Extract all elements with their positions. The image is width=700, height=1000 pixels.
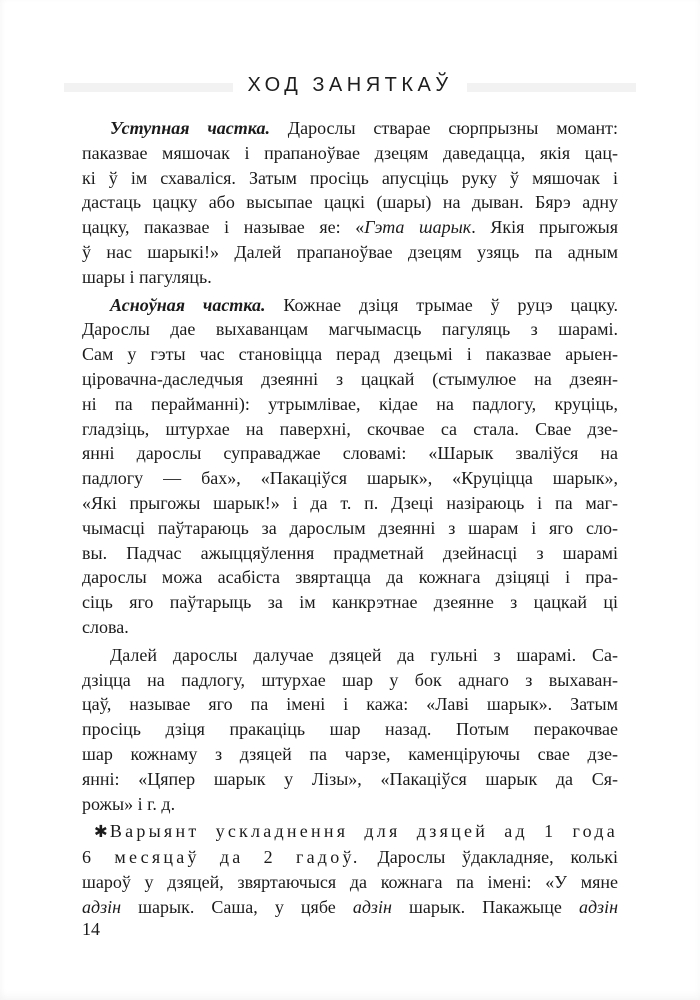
text-segment: дастаць цацку або высыпае цацкі (шары) на дыван. Бярэ адну [82, 192, 618, 213]
text-segment: шарык. Саша, у цябе [121, 896, 353, 917]
text-segment: цаў, называе яго па імені і кажа: «Лаві шарык». Затым [82, 694, 618, 715]
text-segment: адзін [578, 896, 618, 917]
text-segment: ні па перайманні): утрымлівае, кідае на падлогу, круціць, [82, 393, 618, 414]
text-segment: Дарослы стварае сюрпрызны момант: [269, 118, 618, 138]
paragraph [82, 643, 618, 817]
text-line [82, 441, 618, 466]
text-segment: паказвае мяшочак і прапаноўвае дзецям даведацца, якія цац- [82, 142, 618, 163]
running-head [0, 71, 700, 99]
text-segment: Гэта шарык [364, 217, 472, 238]
text-line [82, 215, 618, 240]
text-segment: кі ў ім схаваліся. Затым просіць апусціць руку ў мяшочак і [82, 167, 618, 188]
text-line [82, 541, 618, 566]
text-column [82, 116, 618, 920]
text-segment: Далей дарослы далучае дзяцей да гульні з шарамі. Са- [110, 644, 618, 665]
text-line [82, 590, 618, 615]
text-line [82, 692, 618, 717]
text-line [82, 565, 618, 590]
text-line [82, 491, 618, 516]
text-line [82, 265, 618, 290]
text-segment: шароў у дзяцей, звяртаючыся да кожнага па імені: «У мяне [82, 871, 618, 892]
text-segment: 6 месяцаў да 2 гадоў. [82, 847, 361, 868]
section-lead-in: Асноўная частка. [110, 294, 266, 315]
text-segment: дзіцца на падлогу, штурхае шар у бок аднаго з выхаван- [82, 669, 618, 690]
text-line [82, 293, 618, 318]
text-line [82, 317, 618, 342]
paragraph [82, 293, 618, 640]
text-line [82, 870, 618, 895]
text-segment: адзін [82, 896, 122, 917]
text-line [82, 668, 618, 693]
text-line [82, 417, 618, 442]
running-head-title: ХОД ЗАНЯТКАЎ [233, 71, 466, 99]
text-line [82, 166, 618, 191]
text-segment: ў нас шарыкі!» Далей прапаноўвае дзецям узяць па адным [82, 241, 618, 262]
asterisk-marker: ✱ [94, 822, 108, 842]
text-line [82, 717, 618, 742]
text-line [82, 342, 618, 367]
text-segment: Кожнае дзіця трымае ў руцэ цацку. [265, 294, 618, 315]
text-segment: Варыянт ускладнення для дзяцей ад 1 года [109, 821, 618, 842]
text-segment: Дарослы дае выхаванцам магчымасць пагуляць з шарамі. [82, 319, 618, 340]
text-line [82, 792, 618, 817]
text-segment: слова. [82, 616, 129, 637]
page-number: 14 [82, 919, 100, 939]
text-line [82, 190, 618, 215]
text-segment: янні дарослы суправаджае словамі: «Шарык зваліўся на [82, 443, 618, 464]
text-line [82, 742, 618, 767]
text-segment: «Які прыгожы шарык!» і да т. п. Дзеці назіраюць і па маг- [82, 492, 618, 513]
section-lead-in: Уступная частка. [110, 118, 270, 138]
text-line [82, 116, 618, 141]
text-line [82, 141, 618, 166]
text-segment: падлогу — бах», «Пакаціўся шарык», «Круціцца шарык», [82, 468, 618, 489]
text-line [82, 466, 618, 491]
text-segment: шары і пагуляць. [82, 266, 212, 287]
text-line [82, 845, 618, 870]
text-segment: рожы» і г. д. [82, 793, 176, 814]
paragraph [82, 819, 618, 919]
text-line [82, 819, 618, 845]
text-segment: шарык. Пакажыце [391, 896, 579, 917]
text-segment: янні: «Цяпер шарык у Лізы», «Пакаціўся шарык да Ся- [82, 768, 618, 789]
text-segment: адзін [352, 896, 392, 917]
text-segment: ціровачна-даследчыя дзеянні з цацкай (стымулюе на дзеян- [82, 368, 618, 389]
text-segment: шар кожнаму з дзяцей па чарзе, каменціруючы свае дзе- [82, 743, 618, 764]
text-line [82, 643, 618, 668]
text-segment: просіць дзіця пракаціць шар назад. Потым перакочвае [82, 719, 618, 740]
text-segment: цацку, паказвае і называе яе: « [82, 217, 365, 238]
text-segment: вы. Падчас ажыццяўлення прадметнай дзейнасці з шарамі [82, 542, 618, 563]
text-segment: сіць яго паўтарыць за ім канкрэтнае дзеянне з цацкай ці [82, 592, 618, 613]
text-segment: Дарослы ўдакладняе, колькі [360, 847, 618, 868]
text-segment: гладзіць, штурхае на паверхні, скочвае са стала. Свае дзе- [82, 418, 618, 439]
text-line [82, 516, 618, 541]
paragraph [82, 116, 618, 290]
text-line [82, 367, 618, 392]
text-line [82, 392, 618, 417]
text-segment: дарослы можа асабіста звяртацца да кожнага дзіцяці і пра- [82, 567, 618, 588]
text-segment: Сам у гэты час становіцца перад дзецьмі і паказвае арыен- [82, 344, 618, 365]
text-segment: чымасці паўтараюць за дарослым дзеянні з шарам і яго сло- [82, 517, 618, 538]
text-line [82, 895, 618, 920]
text-line [82, 615, 618, 640]
text-segment: . Якія прыгожыя [471, 217, 618, 238]
text-line [82, 240, 618, 265]
text-line [82, 767, 618, 792]
